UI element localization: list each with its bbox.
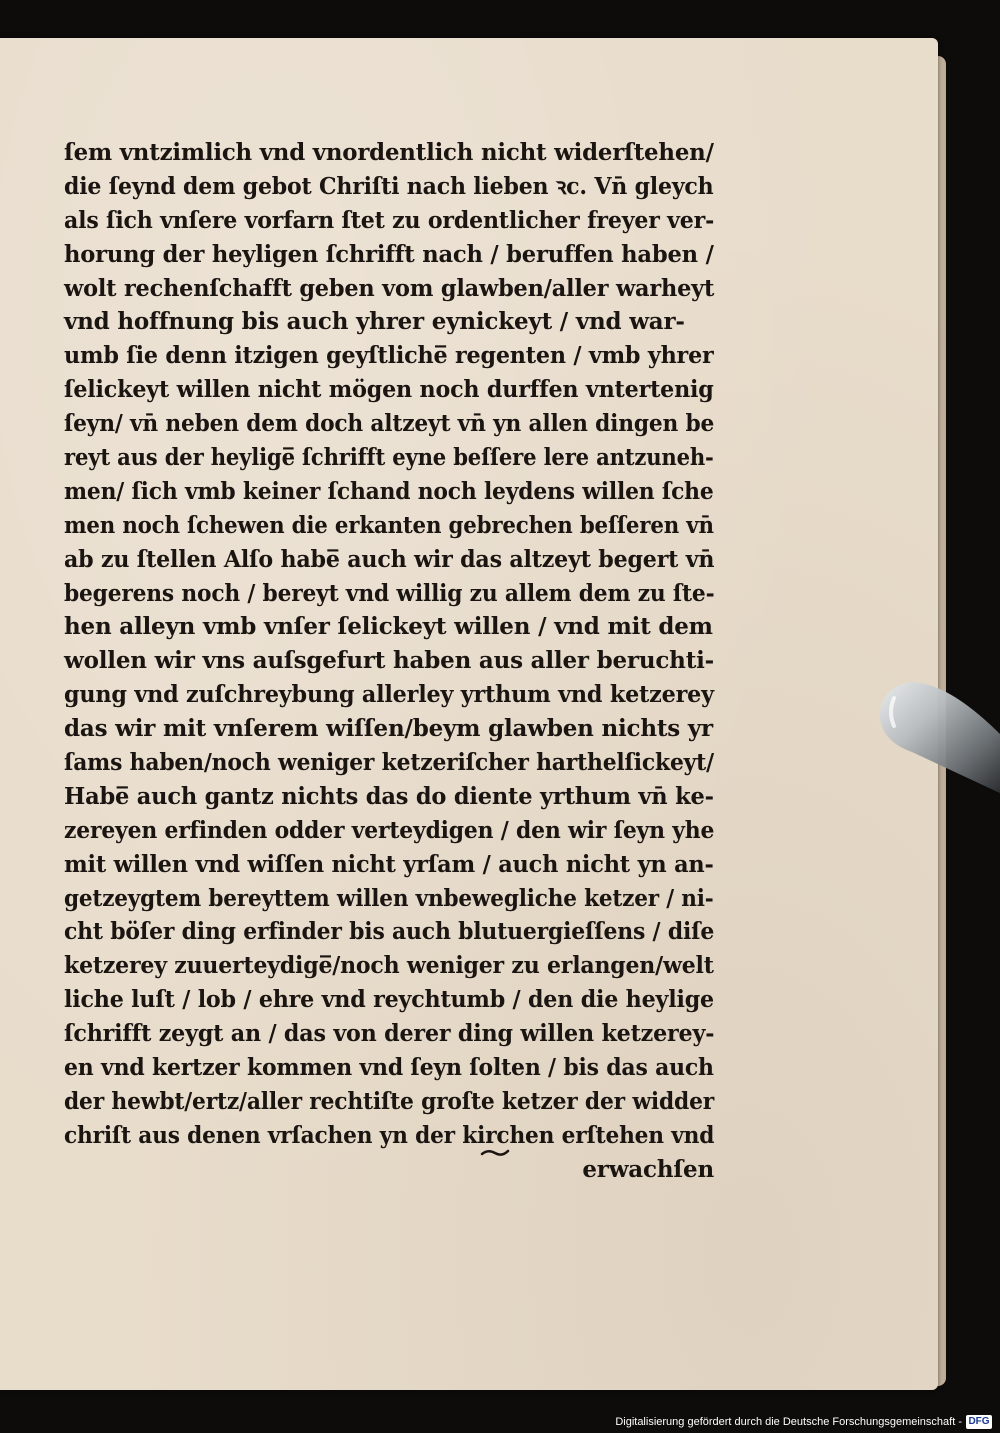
text-line: hen alleyn vmb vnſer ſelickeyt willen / vnd mit dem — [64, 613, 713, 641]
text-line: liche luſt / lob / ehre vnd reychtumb / den die heylige — [64, 986, 714, 1014]
footer-credit: Digitalisierung gefördert durch die Deutsche Forschungsgemeinschaft - — [615, 1416, 962, 1428]
text-line: ketzerey zuuerteydige̅/noch weniger zu erlangen/welt — [64, 952, 714, 980]
text-line: vnd hoffnung bis auch yhrer eynickeyt / vnd war- — [64, 308, 685, 336]
text-line: als ſich vnſere vorfarn ſtet zu ordentlicher freyer ver- — [64, 206, 715, 234]
text-line: ſchrifft zeygt an / das von derer ding willen ketzerey- — [64, 1020, 715, 1048]
text-line: gung vnd zuſchreybung allerley yrthum vnd ketzerey — [64, 681, 714, 709]
text-line: das wir mit vnſerem wiſſen/beym glawben nichts yr — [64, 715, 713, 743]
text-line: men/ ſich vmb keiner ſchand noch leydens willen ſche — [64, 477, 714, 505]
text-line: ſem vntzimlich vnd vnordentlich nicht widerſtehen/ — [64, 139, 714, 166]
text-line: Habe̅ auch gantz nichts das do diente yrthum vn̄ ke- — [64, 782, 714, 810]
text-line: reyt aus der heylige̅ ſchrifft eyne beſſere lere antzuneh- — [64, 444, 714, 472]
text-line: cht böſer ding erfinder bis auch blutuergieſſens / diſe — [64, 918, 715, 946]
text-line: chriſt aus denen vrſachen yn der kirchen erſtehen vnd — [64, 1121, 715, 1149]
dfg-logo: DFG — [966, 1415, 992, 1429]
text-line: ſeyn/ vn̄ neben dem doch altzeyt vn̄ yn allen dingen be — [64, 410, 715, 438]
text-line: wolt rechenſchafft geben vom glawben/aller warheyt — [64, 274, 715, 302]
text-line: umb ſie denn itzigen geyſtliche̅ regenten / vmb yhrer — [64, 342, 714, 370]
text-line: wollen wir vns auſsgefurt haben aus aller beruchti- — [64, 647, 715, 675]
text-line: ab zu ſtellen Alſo habe̅ auch wir das altzeyt begert vn̄ — [64, 545, 715, 573]
text-line: der hewbt/ertz/aller rechtiſte groſte ketzer der widder — [64, 1087, 715, 1115]
glass-weight-clip — [872, 676, 1000, 806]
page-text-block — [64, 136, 714, 1187]
text-line: horung der heyligen ſchrifft nach / beruffen haben / — [64, 240, 714, 268]
text-line: zereyen erfinden odder verteydigen / den wir ſeyn yhe — [64, 816, 715, 844]
text-line: begerens noch / bereyt vnd willig zu allem dem zu ſte- — [64, 579, 715, 607]
text-line: mit willen vnd wiſſen nicht yrſam / auch nicht yn an- — [64, 850, 714, 878]
text-line: en vnd kertzer kommen vnd ſeyn ſolten / bis das auch — [64, 1054, 714, 1082]
text-line: men noch ſchewen die erkanten gebrechen beſſeren vn̄ — [64, 511, 714, 539]
text-line: die ſeynd dem gebot Chriſti nach lieben ꝛc. Vn̄ gleych — [64, 172, 714, 200]
text-line: ſelickeyt willen nicht mögen noch durffen vntertenig — [64, 376, 714, 404]
ornament-mark — [480, 1148, 510, 1158]
catchword: erwachſen — [582, 1155, 714, 1183]
text-line: getzeygtem bereyttem willen vnbewegliche ketzer / ni- — [64, 884, 714, 912]
text-line: ſams haben/noch weniger ketzeriſcher harthelſickeyt/ — [64, 749, 714, 777]
